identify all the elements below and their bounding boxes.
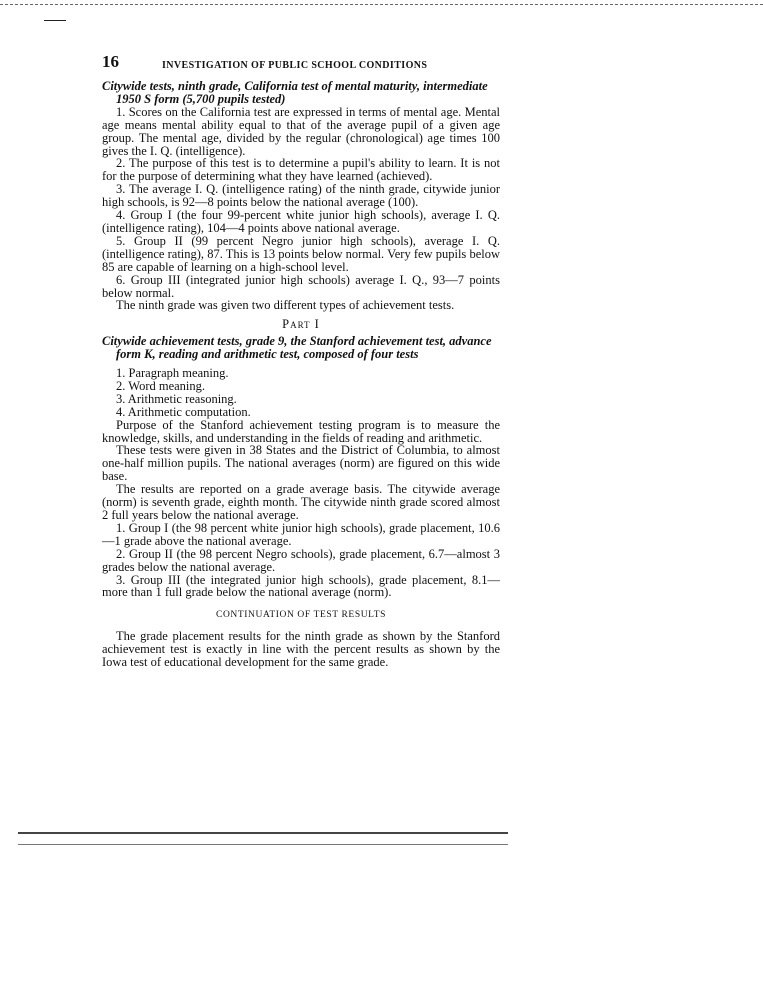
section2-paragraph: 1. Group I (the 98 percent white junior high schools), grade placement, 10.6—1 grade above the national average. [102,520,500,548]
running-title: INVESTIGATION OF PUBLIC SCHOOL CONDITIONS [162,60,428,71]
scan-bottom-rule-secondary [18,844,508,845]
section2-paragraph: Purpose of the Stanford achievement testing program is to measure the knowledge, skills, and understanding in the fields of reading and arithmetic. [102,417,500,445]
section1-paragraph: 6. Group III (integrated junior high schools) average I. Q., 93—7 points below normal. [102,272,500,300]
section2-heading: Citywide achievement tests, grade 9, the Stanford achievement test, advance form K, reading and arithmetic test, composed of four tests [102,334,492,362]
list-item: 3. Arithmetic reasoning. [116,391,237,406]
part-heading: Part I [282,317,320,332]
scan-bottom-rule [18,832,508,834]
section1-paragraph: 3. The average I. Q. (intelligence rating) of the ninth grade, citywide junior high schools, is 92—8 points below the national average (100). [102,182,500,210]
running-header [102,52,500,76]
section2-paragraph: These tests were given in 38 States and the District of Columbia, to almost one-half million pupils. The national averages (norm) are figured on this wide base. [102,443,500,484]
section1-paragraph: 2. The purpose of this test is to determine a pupil's ability to learn. It is not for the purpose of determining what they have learned (achieved). [102,156,500,184]
list-item: 4. Arithmetic computation. [116,404,251,419]
section2-paragraph: 2. Group II (the 98 percent Negro schools), grade placement, 6.7—almost 3 grades below the national average. [102,546,500,574]
list-item: 1. Paragraph meaning. [116,366,229,381]
section2-paragraph: The results are reported on a grade average basis. The citywide average (norm) is seventh grade, eighth month. The citywide ninth grade scored almost 2 full years below the national average. [102,482,500,522]
list-item: 2. Word meaning. [116,378,206,393]
section1-paragraph: 1. Scores on the California test are expressed in terms of mental age. Mental age means mental ability equal to that of the average pupil of a given age group. The mental age, divided by the regular (chronological) age times 100 gives the I. Q. (intelligence). [102,104,500,158]
section1-heading: Citywide tests, ninth grade, California test of mental maturity, intermediate 1950 S form (5,700 pupils tested) [102,79,488,106]
section1-paragraph: The ninth grade was given two different types of achievement tests. [116,298,455,313]
subheading: CONTINUATION OF TEST RESULTS [216,610,386,621]
page-number: 16 [102,52,119,71]
final-paragraph: The grade placement results for the ninth grade as shown by the Stanford achievement test is exactly in line with the percent results as shown by the Iowa test of educational development for the same grade. [102,629,500,670]
section1-paragraph: 4. Group I (the four 99-percent white junior high schools), average I. Q. (intelligence rating), 104—4 points above national average. [102,208,500,235]
scan-top-border [0,4,763,5]
document-page [102,52,500,670]
section2-paragraph: 3. Group III (the integrated junior high schools), grade placement, 8.1—more than 1 full grade below the national average (norm). [102,572,500,600]
section1-paragraph: 5. Group II (99 percent Negro junior high schools), average I. Q. (intelligence rating), 87. This is 13 points below normal. Very few pupils below 85 are capable of learning on a high-school level. [102,233,500,274]
scan-corner-mark [44,20,66,21]
